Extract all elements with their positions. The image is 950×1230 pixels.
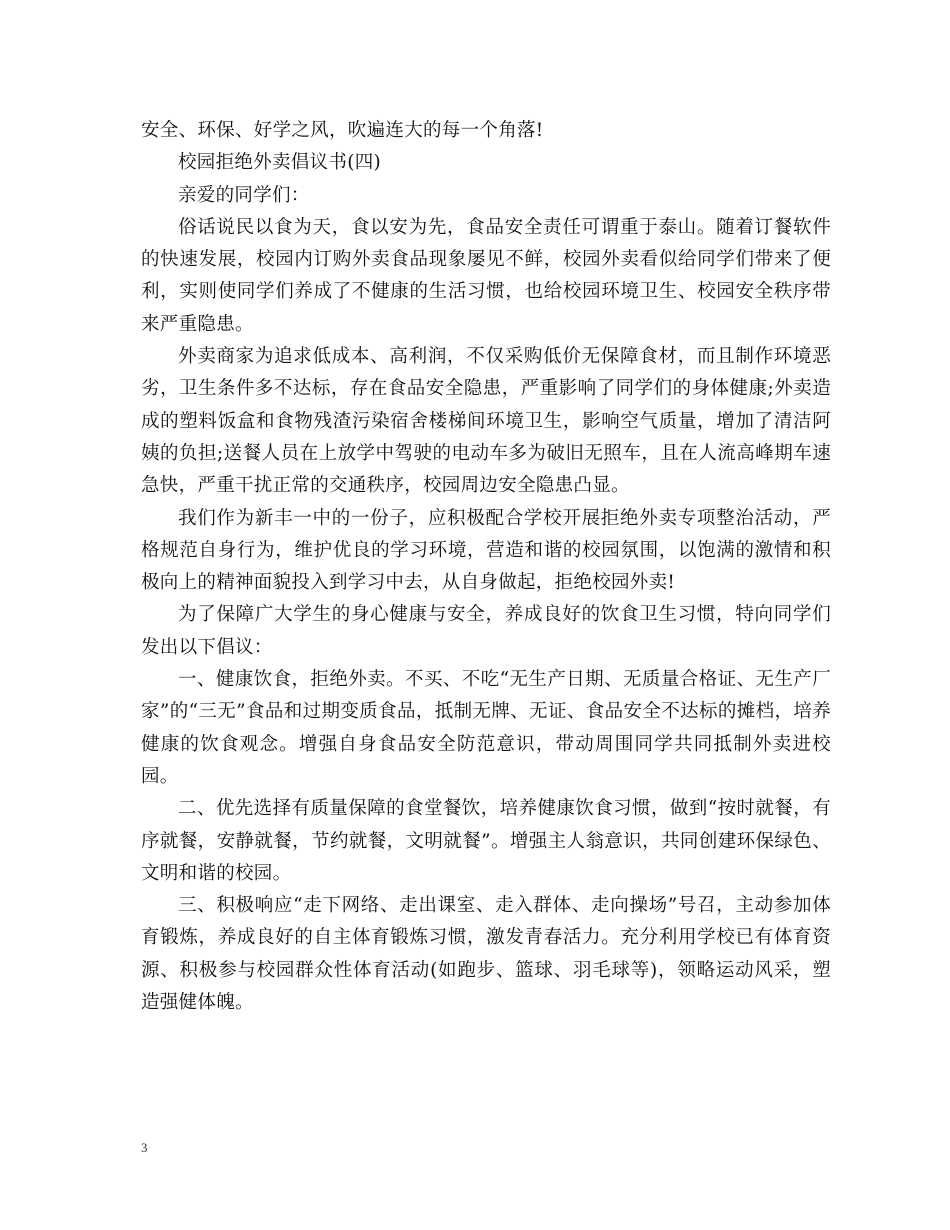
- page-number: 3: [141, 1140, 148, 1155]
- salutation: 亲爱的同学们：: [178, 184, 310, 206]
- paragraph-problems: 外卖商家为追求低成本、高利润，不仅采购低价无保障食材，而且制作环境恶劣，卫生条件多不达标，存在食品安全隐患，严重影响了同学们的身体健康;外卖造成的塑料饭盒和食物残渣污染宿舍楼梯间环境卫生，影响空气质量，增加了清洁阿姨的负担;送餐人员在上放学中驾驶的电动车多为破旧无照车，且在人流高峰期车速急快，严重干扰正常的交通秩序，校园周边安全隐患凸显。: [141, 346, 831, 497]
- paragraph-intro: 俗话说民以食为天，食以安为先，食品安全责任可谓重于泰山。随着订餐软件的快速发展，校园内订购外卖食品现象屡见不鲜，校园外卖看似给同学们带来了便利，实则使同学们养成了不健康的生活习惯，也给校园环境卫生、校园安全秩序带来严重隐患。: [141, 216, 831, 335]
- paragraph-proposal-lead: 为了保障广大学生的身心健康与安全，养成良好的饮食卫生习惯，特向同学们发出以下倡议：: [141, 604, 831, 658]
- document-title: 校园拒绝外卖倡议书(四): [178, 152, 382, 174]
- proposal-item-1: 一、健康饮食，拒绝外卖。不买、不吃“无生产日期、无质量合格证、无生产厂家”的“三无”食品和过期变质食品，抵制无牌、无证、食品安全不达标的摊档，培养健康的饮食观念。增强自身食品安全防范意识，带动周围同学共同抵制外卖进校园。: [141, 669, 831, 787]
- document-body: [141, 115, 831, 1019]
- closing-line: 安全、环保、好学之风，吹遍连大的每一个角落!: [141, 120, 544, 141]
- proposal-item-3: 三、积极响应“走下网络、走出课室、走入群体、走向操场”号召，主动参加体育锻炼，养成良好的自主体育锻炼习惯，激发青春活力。充分利用学校已有体育资源、积极参与校园群众性体育活动(如跑步、篮球、羽毛球等)，领略运动风采，塑造强健体魄。: [141, 895, 831, 1014]
- proposal-item-2: 二、优先选择有质量保障的食堂餐饮，培养健康饮食习惯，做到“按时就餐，有序就餐，安静就餐，节约就餐，文明就餐”。增强主人翁意识，共同创建环保绿色、文明和谐的校园。: [141, 798, 831, 884]
- paragraph-commitment: 我们作为新丰一中的一份子，应积极配合学校开展拒绝外卖专项整治活动，严格规范自身行为，维护优良的学习环境，营造和谐的校园氛围，以饱满的激情和积极向上的精神面貌投入到学习中去，从自身做起，拒绝校园外卖!: [141, 507, 831, 594]
